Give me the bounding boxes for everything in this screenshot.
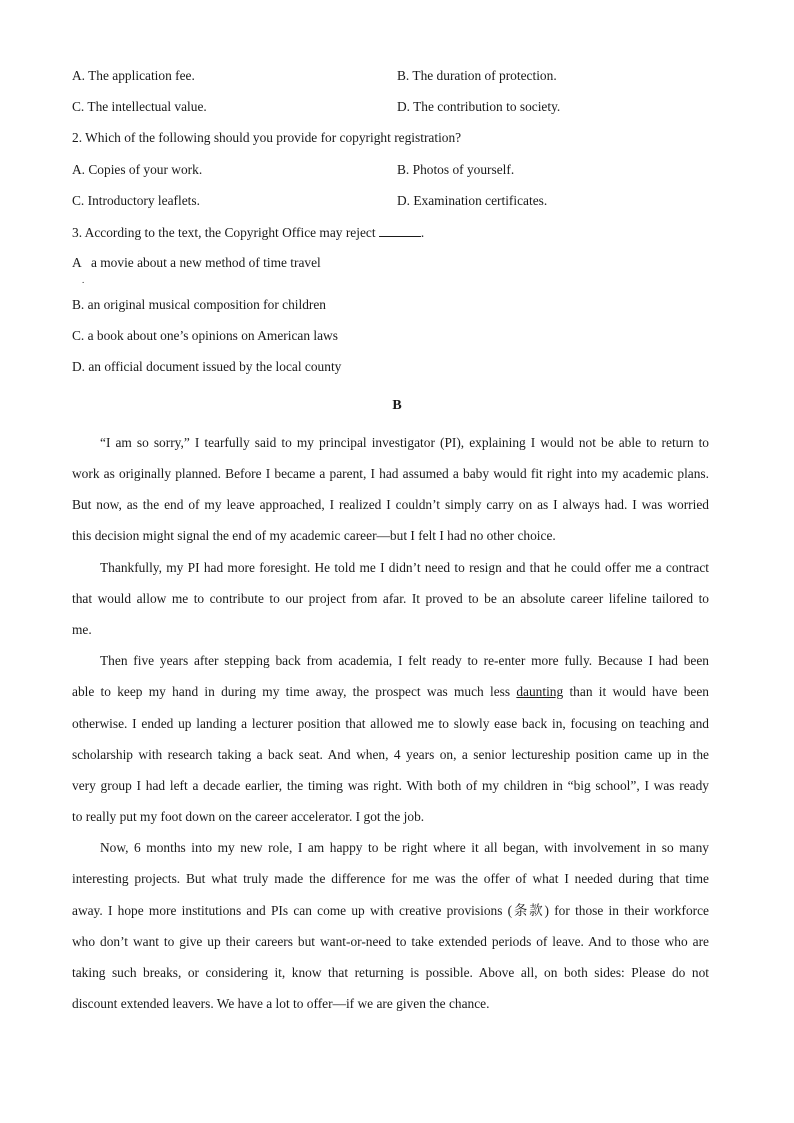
p2-line-1: Thankfully, my PI had more foresight. He told me I didn’t need to resign and that he could offer me a contract (100, 560, 709, 575)
q3-stem-text: 3. According to the text, the Copyright Office may reject (72, 225, 379, 240)
p1-line-4: this decision might signal the end of my academic career—but I felt I had no other choice. (72, 528, 556, 543)
q2-option-b: B. Photos of yourself. (397, 162, 515, 177)
p4-line-6: discount extended leavers. We have a lot to offer—if we are given the chance. (72, 996, 490, 1011)
q2-option-c: C. Introductory leaflets. (72, 193, 200, 208)
p4-line-3: away. I hope more institutions and PIs can come up with creative provisions (条款) for those in their workforce (72, 903, 709, 918)
q1-option-c: C. The intellectual value. (72, 99, 207, 114)
q3-stem (72, 225, 424, 241)
q2-option-a: A. Copies of your work. (72, 162, 203, 177)
p2-line-2: that would allow me to contribute to our project from afar. It proved to be an absolute career lifeline tailored to (72, 591, 709, 606)
q1-option-a: A. The application fee. (72, 68, 195, 83)
q3-option-a: A a movie about a new method of time travel (72, 255, 321, 270)
answer-blank (379, 225, 421, 237)
q3-option-c: C. a book about one’s opinions on American laws (72, 328, 338, 343)
p3-line-3: otherwise. I ended up landing a lecturer position that allowed me to slowly ease back in, focusing on teaching and (72, 716, 709, 731)
p4-line-5: taking such breaks, or considering it, know that returning is possible. Above all, on both sides: Please do not (72, 965, 709, 980)
q2-stem: 2. Which of the following should you provide for copyright registration? (72, 130, 462, 145)
p3-line-6: to really put my foot down on the career accelerator. I got the job. (72, 809, 425, 824)
p3-line-1: Then five years after stepping back from academia, I felt ready to re-enter more fully. Because I had been (100, 653, 709, 668)
p1-line-1: “I am so sorry,” I tearfully said to my principal investigator (PI), explaining I would not be able to return to (100, 435, 709, 450)
p2-line-3: me. (72, 622, 92, 637)
section-heading: B (392, 398, 402, 413)
p1-line-3: But now, as the end of my leave approached, I realized I couldn’t simply carry on as I always had. I was worried (72, 497, 709, 512)
p4-line-2: interesting projects. But what truly made the difference for me was the offer of what I needed during that time (72, 871, 709, 886)
p3-line-4: scholarship with research taking a back seat. And when, 4 years on, a senior lectureship position came up in the (72, 747, 709, 762)
p3-line-2-post: than it would have been (563, 684, 709, 699)
q3-option-a-dot: . (82, 275, 85, 285)
q1-option-b: B. The duration of protection. (397, 68, 557, 83)
q3-stem-end: . (420, 225, 425, 240)
p3-line-2 (72, 684, 709, 700)
p1-line-2: work as originally planned. Before I became a parent, I had assumed a baby would fit right into my academic plans. (72, 466, 709, 481)
q3-option-b: B. an original musical composition for children (72, 297, 326, 312)
q1-option-d: D. The contribution to society. (397, 99, 561, 114)
p3-line-5: very group I had left a decade earlier, the timing was right. With both of my children in “big school”, I was ready (72, 778, 709, 793)
p4-line-1: Now, 6 months into my new role, I am happy to be right where it all began, with involvement in so many (100, 840, 709, 855)
underlined-word: daunting (516, 684, 564, 699)
p3-line-2-pre: able to keep my hand in during my time away, the prospect was much less (72, 684, 517, 699)
p4-line-4: who don’t want to give up their careers but want-or-need to take extended periods of leave. And to those who are (72, 934, 709, 949)
q2-option-d: D. Examination certificates. (397, 193, 548, 208)
q3-option-d: D. an official document issued by the local county (72, 359, 342, 374)
